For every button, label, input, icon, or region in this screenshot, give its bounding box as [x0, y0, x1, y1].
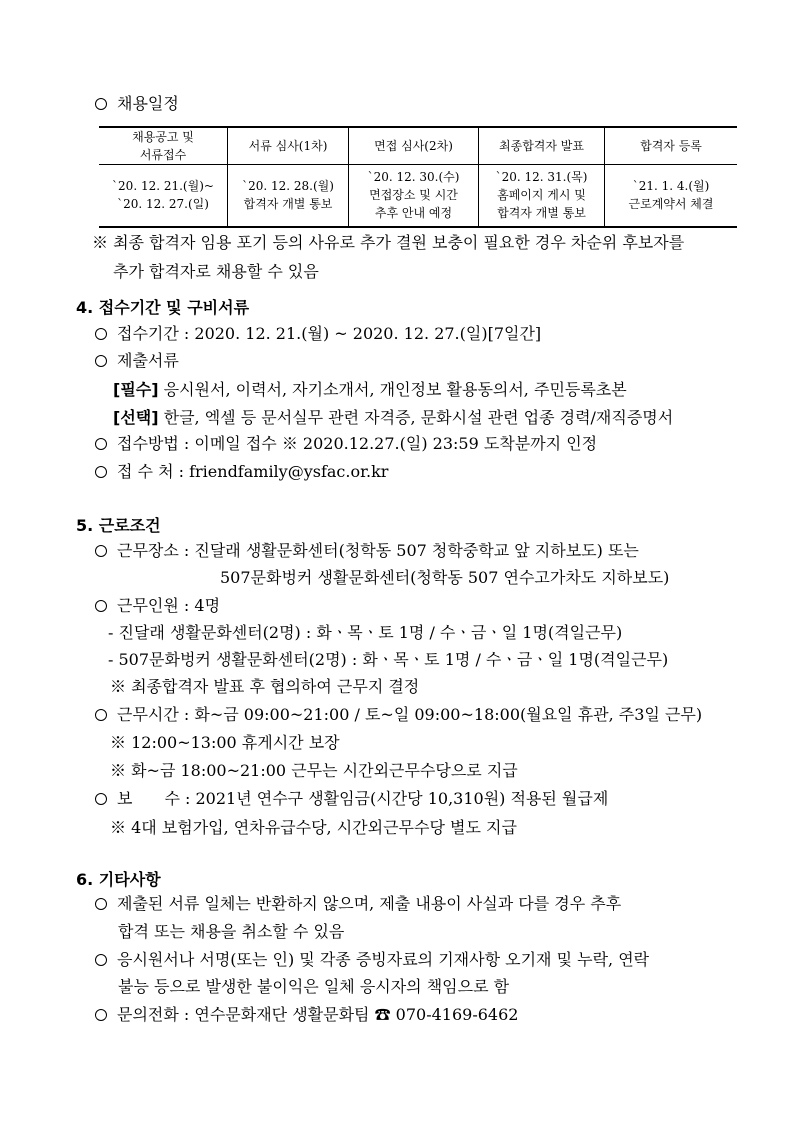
section5-staff-sub-2: - 507문화벙커 생활문화센터(2명) : 화ㆍ목ㆍ토 1명 / 수ㆍ금ㆍ일 1명(격일근무): [108, 650, 669, 669]
circle-bullet-icon: [95, 709, 107, 721]
circle-bullet-icon: [95, 898, 107, 910]
schedule-table: [99, 126, 737, 228]
schedule-note-1: ※ 최종 합격자 임용 포기 등의 사유로 추가 결원 보충이 필요한 경우 차순위 후보자를: [92, 233, 685, 252]
section6-item2-1: 응시원서나 서명(또는 인) 및 각종 증빙자료의 기재사항 오기재 및 누락, 연락: [117, 950, 650, 969]
section5-hours-note-2: ※ 화~금 18:00~21:00 근무는 시간외근무수당으로 지급: [110, 761, 518, 780]
section4-docs-label: 제출서류: [117, 351, 179, 370]
schedule-row: [99, 165, 737, 227]
circle-bullet-icon: [95, 98, 107, 110]
required-tag: [필수]: [113, 380, 159, 399]
section4-receiver: 접 수 처 : friendfamily@ysfac.or.kr: [117, 462, 389, 481]
section4-required-line: [113, 380, 627, 400]
section6-item2-line: [95, 950, 649, 970]
circle-bullet-icon: [95, 438, 107, 450]
schedule-header-row: [99, 127, 737, 165]
schedule-cell: `20. 12. 31.(목) 홈페이지 게시 및 합격자 개별 통보: [479, 165, 605, 227]
section6-item1-line: [95, 894, 621, 914]
section6-heading: 6. 기타사항: [76, 870, 161, 889]
section5-pay-line: [95, 789, 608, 809]
section4-heading: 4. 접수기간 및 구비서류: [76, 298, 250, 317]
section6-contact: 문의전화 : 연수문화재단 생활문화팀 ☎ 070-4169-6462: [117, 1005, 519, 1024]
section5-staff-note: ※ 최종합격자 발표 후 협의하여 근무지 결정: [110, 677, 420, 696]
circle-bullet-icon: [95, 328, 107, 340]
schedule-cell: `20. 12. 30.(수) 면접장소 및 시간 추후 안내 예정: [349, 165, 479, 227]
schedule-header-cell: 채용공고 및 서류접수: [99, 127, 228, 165]
optional-tag: [선택]: [113, 408, 159, 427]
section5-place-line: [95, 541, 639, 561]
section5-hours-note-1: ※ 12:00~13:00 휴게시간 보장: [110, 733, 340, 752]
circle-bullet-icon: [95, 600, 107, 612]
schedule-cell: `21. 1. 4.(월) 근로계약서 체결: [605, 165, 738, 227]
circle-bullet-icon: [95, 1009, 107, 1021]
section5-pay-note: ※ 4대 보험가입, 연차유급수당, 시간외근무수당 별도 지급: [110, 818, 517, 837]
schedule-header-cell: 면접 심사(2차): [349, 127, 479, 165]
circle-bullet-icon: [95, 793, 107, 805]
section5-hours: 근무시간 : 화~금 09:00~21:00 / 토~일 09:00~18:00(월요일 휴관, 주3일 근무): [117, 705, 703, 724]
section5-hours-line: [95, 705, 702, 725]
section5-pay: 보 수 : 2021년 연수구 생활임금(시간당 10,310원) 적용된 월급제: [117, 789, 609, 808]
section5-place-2: 507문화벙커 생활문화센터(청학동 507 연수고가차도 지하보도): [220, 568, 670, 587]
section5-heading: 5. 근로조건: [76, 516, 161, 535]
section4-method-line: [95, 434, 597, 454]
section5-staff: 근무인원 : 4명: [117, 596, 221, 615]
required-text: 응시원서, 이력서, 자기소개서, 개인정보 활용동의서, 주민등록초본: [158, 380, 627, 399]
circle-bullet-icon: [95, 954, 107, 966]
section4-docs-line: [95, 351, 179, 371]
circle-bullet-icon: [95, 545, 107, 557]
schedule-note-2: 추가 합격자로 채용할 수 있음: [113, 262, 319, 281]
section4-period: 접수기간 : 2020. 12. 21.(월) ~ 2020. 12. 27.(일)[7일간]: [117, 324, 542, 343]
section6-item1-2: 합격 또는 채용을 취소할 수 있음: [118, 922, 345, 941]
circle-bullet-icon: [95, 355, 107, 367]
section6-item2-2: 불능 등으로 발생한 불이익은 일체 응시자의 책임으로 함: [118, 977, 510, 996]
section5-staff-line: [95, 596, 220, 616]
schedule-header-cell: 합격자 등록: [605, 127, 738, 165]
schedule-header-cell: 서류 심사(1차): [228, 127, 349, 165]
optional-text: 한글, 엑셀 등 문서실무 관련 자격증, 문화시설 관련 업종 경력/재직증명서: [158, 408, 674, 427]
section5-place-1: 근무장소 : 진달래 생활문화센터(청학동 507 청학중학교 앞 지하보도) 또는: [117, 541, 639, 560]
schedule-header-cell: 최종합격자 발표: [479, 127, 605, 165]
section6-item1-1: 제출된 서류 일체는 반환하지 않으며, 제출 내용이 사실과 다를 경우 추후: [117, 894, 622, 913]
schedule-cell: `20. 12. 28.(월) 합격자 개별 통보: [228, 165, 349, 227]
schedule-title: 채용일정: [117, 94, 179, 113]
section4-receiver-line: [95, 462, 388, 482]
section6-contact-line: [95, 1005, 518, 1025]
circle-bullet-icon: [95, 466, 107, 478]
schedule-cell: `20. 12. 21.(월)~ `20. 12. 27.(일): [99, 165, 228, 227]
section4-period-line: [95, 324, 541, 344]
section5-staff-sub-1: - 진달래 생활문화센터(2명) : 화ㆍ목ㆍ토 1명 / 수ㆍ금ㆍ일 1명(격일근무): [108, 623, 623, 642]
schedule-title-line: [95, 94, 179, 114]
section4-optional-line: [113, 408, 673, 428]
section4-method: 접수방법 : 이메일 접수 ※ 2020.12.27.(일) 23:59 도착분까지 인정: [117, 434, 598, 453]
